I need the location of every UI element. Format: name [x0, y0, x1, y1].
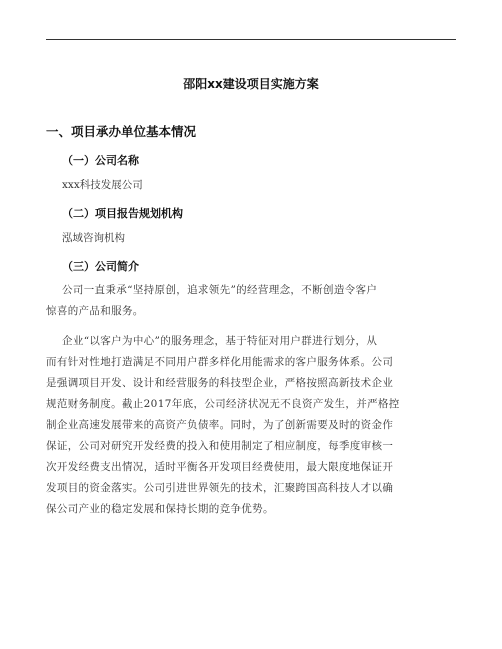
paragraph-line: 发项目的资金落实。公司引进世界领先的技术，汇聚跨国高科技人才以确	[46, 482, 394, 494]
paragraph-line: 规范财务制度。截止2017年底，公司经济状况无不良资产发生，并严格控	[46, 398, 400, 410]
paragraph-line: 而有针对性地打造满足不同用户群多样化用能需求的客户服务体系。公司	[46, 356, 394, 368]
document-title: 邵阳xx建设项目实施方案	[183, 77, 319, 91]
profile-paragraph-1	[46, 280, 456, 322]
header-rule	[46, 39, 456, 40]
profile-paragraph-2	[46, 331, 456, 520]
paragraph-line: 保证，公司对研究开发经费的投入和使用制定了相应制度，每季度审核一	[46, 440, 394, 452]
company-name-text: xxx科技发展公司	[62, 179, 143, 191]
agency-name-text: 泓域咨询机构	[62, 232, 125, 244]
subheading-company-profile: （三）公司简介	[62, 260, 139, 273]
paragraph-line: 次开发经费支出情况，适时平衡各开发项目经费使用，最大限度地保证开	[46, 461, 394, 473]
paragraph-line: 公司一直秉承“坚持原创，追求领先”的经营理念，不断创造令客户	[62, 284, 378, 296]
section-heading-company-info: 一、项目承办单位基本情况	[46, 124, 197, 139]
paragraph-line: 保公司产业的稳定发展和保持长期的竞争优势。	[46, 503, 274, 515]
subheading-company-name: （一）公司名称	[62, 154, 139, 167]
paragraph-line: 惊喜的产品和服务。	[46, 305, 144, 317]
paragraph-line: 制企业高速发展带来的高资产负债率。同时，为了创新需要及时的资金作	[46, 419, 394, 431]
paragraph-line: 是强调项目开发、设计和经营服务的科技型企业，严格按照高新技术企业	[46, 377, 394, 389]
paragraph-line: 企业“以客户为中心”的服务理念，基于特征对用户群进行划分，从	[62, 335, 378, 347]
subheading-report-agency: （二）项目报告规划机构	[62, 207, 183, 220]
